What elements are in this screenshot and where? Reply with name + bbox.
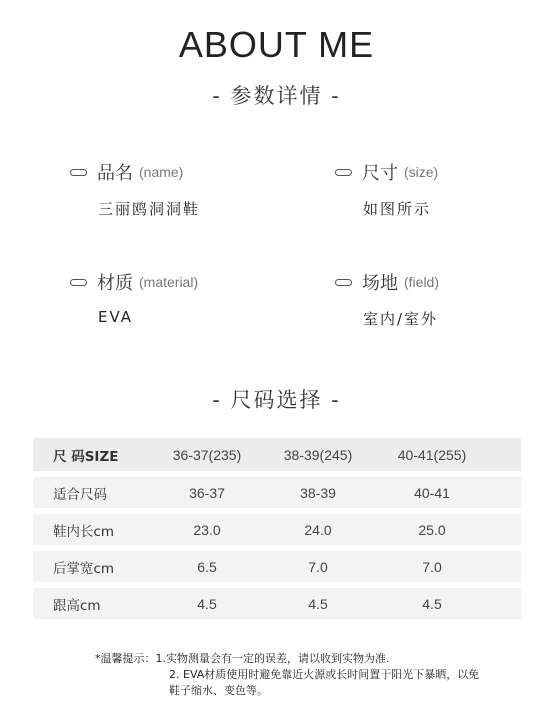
param-name (70, 160, 200, 219)
note-line: 2. EVA材质使用时避免靠近火源或长时间置于阳光下暴晒，以免鞋子缩水、变色等。 (169, 668, 480, 697)
param-label-en: (field) (404, 274, 440, 290)
param-value: EVA (98, 308, 134, 326)
param-label: 品名 (97, 163, 133, 184)
param-label: 尺寸 (362, 163, 398, 184)
row-label: 后掌宽cm (53, 560, 115, 577)
table-cell: 4.5 (308, 595, 328, 612)
row-label: 适合尺码 (53, 486, 107, 503)
param-label-en: (size) (404, 164, 439, 180)
table-cell: 4.5 (197, 595, 217, 612)
table-cell: 7.0 (422, 558, 442, 575)
header-cell: 38-39(245) (283, 446, 353, 463)
table-cell: 24.0 (304, 521, 332, 538)
table-cell: 40-41 (414, 484, 450, 501)
note-line: *温馨提示：1.实物测量会有一定的误差，请以收到实物为准. (95, 652, 390, 665)
table-row (33, 477, 521, 508)
table-cell: 7.0 (308, 558, 328, 575)
table-cell: 4.5 (422, 595, 442, 612)
param-label: 场地 (362, 273, 398, 294)
table-row (33, 588, 521, 619)
page-subtitle: - 参数详情 - (212, 84, 341, 108)
dash-icon (70, 169, 87, 176)
param-label: 材质 (97, 273, 133, 294)
param-material (70, 270, 198, 326)
param-label-en: (material) (139, 274, 199, 290)
notes (95, 651, 495, 699)
param-field (335, 270, 439, 329)
table-header-row (33, 438, 521, 471)
row-label: 跟高cm (53, 597, 101, 614)
table-cell: 23.0 (193, 521, 221, 538)
page-title: ABOUT ME (178, 24, 375, 65)
table-cell: 6.5 (197, 558, 217, 575)
row-label: 鞋内长cm (53, 523, 115, 540)
dash-icon (335, 279, 352, 286)
header-cell: 36-37(235) (172, 446, 242, 463)
header-cell: 40-41(255) (397, 446, 467, 463)
size-section-title: - 尺码选择 - (212, 388, 341, 412)
param-size (335, 160, 438, 219)
dash-icon (335, 169, 352, 176)
param-value: 如图所示 (363, 200, 432, 218)
table-row (33, 514, 521, 545)
size-table (33, 438, 521, 625)
table-cell: 38-39 (300, 484, 336, 501)
header-cell: 尺 码SIZE (53, 448, 119, 465)
table-row (33, 551, 521, 582)
table-cell: 36-37 (189, 484, 225, 501)
param-value: 三丽鸥洞洞鞋 (98, 200, 201, 218)
dash-icon (70, 279, 87, 286)
param-label-en: (name) (139, 164, 184, 180)
param-value: 室内/室外 (363, 310, 439, 328)
table-cell: 25.0 (418, 521, 446, 538)
